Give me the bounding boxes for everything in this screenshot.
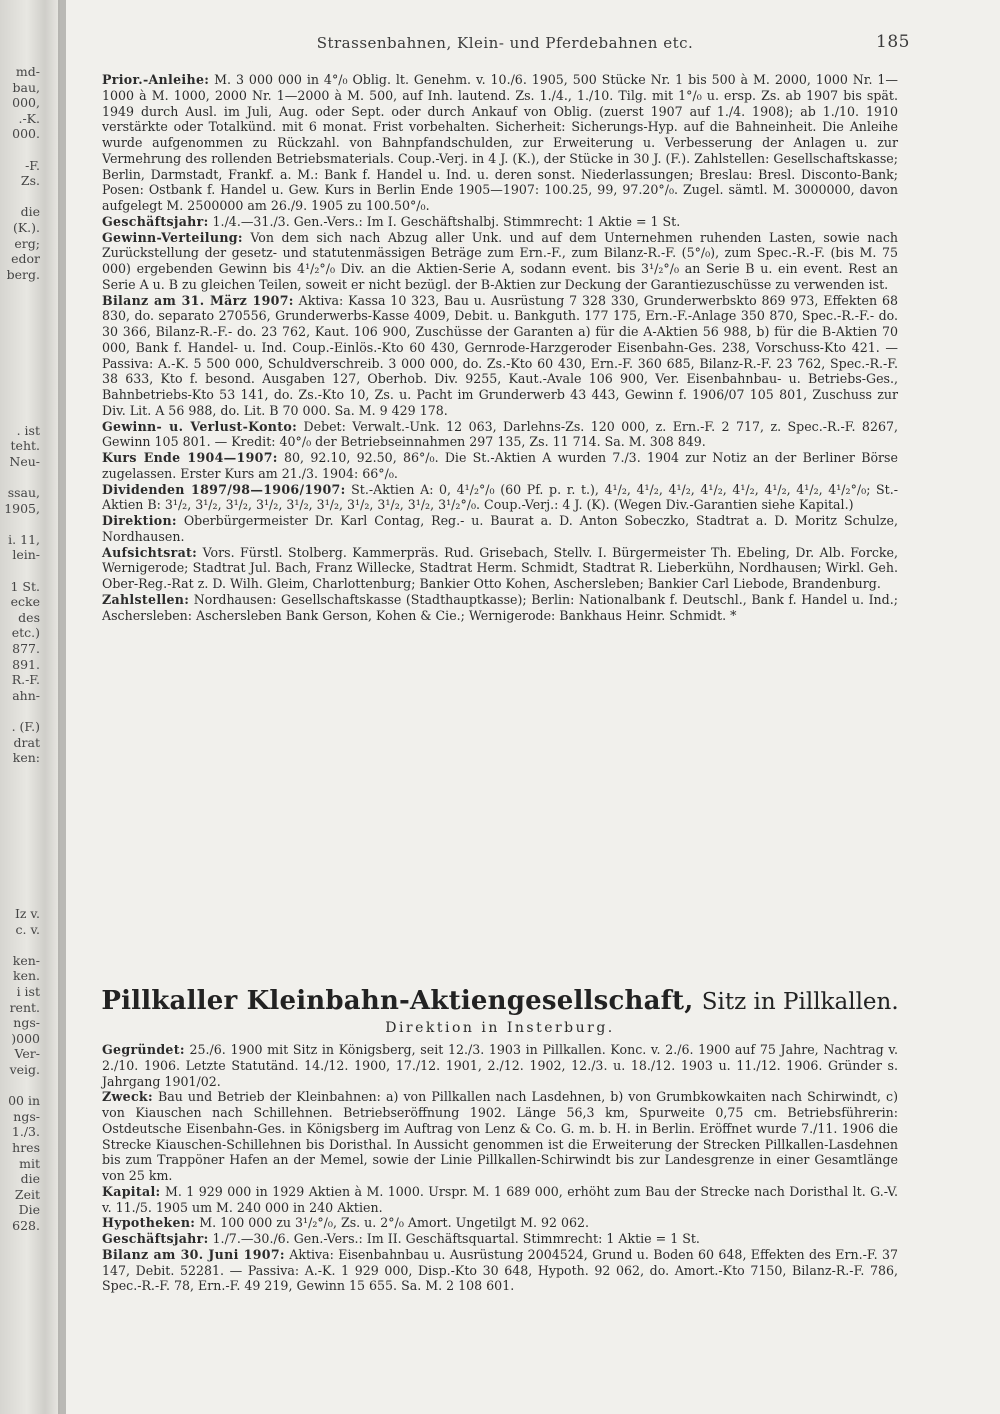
- entry-label: Zweck:: [102, 1089, 153, 1105]
- margin-fragment: [0, 329, 40, 345]
- margin-fragment: [0, 391, 40, 407]
- entry-label: Geschäftsjahr:: [102, 213, 209, 229]
- margin-fragment: [0, 298, 40, 314]
- entry-label: Geschäftsjahr:: [102, 1231, 209, 1246]
- margin-fragment: [0, 516, 40, 532]
- margin-fragment: R.-F.: [11, 672, 40, 688]
- margin-fragment: Zeit: [14, 1186, 40, 1202]
- margin-fragment: Ver-: [14, 1046, 40, 1062]
- margin-fragment: ngs-: [13, 1015, 40, 1031]
- entry-label: Dividenden 1897/98—1906/1907:: [102, 481, 346, 497]
- entry-text: 80, 92.10, 92.50, 86°/₀. Die St.-Aktien A wurden 7./3. 1904 zur Notiz an der Berliner Börse zugelassen. Erster Kurs am 21./3. 1904: 66°/₀.: [102, 450, 898, 481]
- entry-text: Oberbürgermeister Dr. Karl Contag, Reg.- u. Baurat a. D. Anton Sobeczko, Stadtrat a. D. Moritz Schulze, Nordhausen.: [102, 513, 898, 544]
- margin-fragment: [0, 937, 40, 953]
- entry-label: Hypotheken:: [102, 1215, 196, 1231]
- entry-label: Aufsichtsrat:: [102, 544, 198, 560]
- margin-fragment: [0, 859, 40, 875]
- margin-fragment: [0, 376, 40, 392]
- margin-fragment: [0, 1078, 40, 1094]
- section-pillkaller-kleinbahn: [102, 1042, 898, 1294]
- entry-text: M. 100 000 zu 3¹/₂°/₀, Zs. u. 2°/₀ Amort. Ungetilgt M. 92 062.: [199, 1215, 590, 1231]
- margin-fragment: bau,: [12, 79, 40, 95]
- entry-label: Prior.-Anleihe:: [102, 72, 210, 87]
- entry-label: Bilanz am 30. Juni 1907:: [102, 1246, 285, 1262]
- entry-text: St.-Aktien A: 0, 4¹/₂°/₀ (60 Pf. p. r. t.), 4¹/₂, 4¹/₂, 4¹/₂, 4¹/₂, 4¹/₂, 4¹/₂, 4¹/₂, 4¹/₂°/₀; St.-Aktien B: 3¹/₂, 3¹/₂, 3¹/₂, 3¹/₂, 3¹/₂, 3¹/₂, 3¹/₂, 3¹/₂, 3¹/₂, 3¹/₂°/₀. Coup.-Verj.: 4 J. (K). (Wegen Div.-Garantien siehe Kapital.): [102, 481, 898, 513]
- margin-fragment: . ist: [16, 422, 40, 438]
- margin-fragment: 000,: [12, 95, 40, 111]
- margin-fragment: i ist: [16, 984, 40, 1000]
- margin-fragment: [0, 360, 40, 376]
- company-seat: Sitz in Pillkallen.: [701, 989, 899, 1015]
- running-title: Strassenbahnen, Klein- und Pferdebahnen etc.: [316, 34, 694, 52]
- margin-fragment: Iz v.: [14, 906, 40, 922]
- margin-fragment: rent.: [9, 999, 40, 1015]
- entry-paragraph: [102, 450, 898, 482]
- entry-text: Vors. Fürstl. Stolberg. Kammerpräs. Rud. Grisebach, Stellv. I. Bürgermeister Th. Ebeling, Dr. Alb. Forcke, Wernigerode; Stadtrat Jul. Bach, Franz Willecke, Stadtrat Herm. Schmidt, Stadtrat R. Lieberkühn, Nordhausen; Wirkl. Geh. Ober-Reg.-Rat z. D. Wilh. Gleim, Charlottenburg; Bankier Otto Kohen, Aschersleben; Bankier Carl Liebode, Brandenburg.: [102, 544, 898, 591]
- margin-fragment: [0, 142, 40, 158]
- entry-text: Bau und Betrieb der Kleinbahnen: a) von Pillkallen nach Lasdehnen, b) von Grumbkowkaiten nach Schirwindt, c) von Kiauschen nach Schillehnen. Betriebseröffnung 1902. Länge 56,3 km, Spurweite 0,75 cm. Betriebsführerin: Ostdeutsche Eisenbahn-Ges. in Königsberg im Auftrag von Lenz & Co. G. m. b. H. in Berlin. Eröffnet wurde 7./11. 1906 die Strecke Kiauschen-Schillehnen bis Doristhal. In Aussicht genommen ist die Erweiterung der Strecken Pillkallen-Lasdehnen bis zum Trappöner Hafen an der Memel, sowie der Linie Pillkallen-Schirwindt bis zur Landesgrenze in einer Gesamtlänge von 25 km.: [102, 1089, 898, 1183]
- margin-fragment: 877.: [12, 640, 40, 656]
- entry-text: M. 3 000 000 in 4°/₀ Oblig. lt. Genehm. v. 10./6. 1905, 500 Stücke Nr. 1 bis 500 à M. 2000, 1000 Nr. 1—1000 à M. 1000, 2000 Nr. 1—2000 à M. 500, auf Inh. lautend. Zs. 1./4., 1./10. Tilg. mit 1°/₀ u. ersp. Zs. ab 1907 bis spät. 1949 durch Ausl. im Juli, Aug. oder Sept. oder durch Ankauf von Oblig. (zuerst 1907 auf 1./4. 1908); ab 1./10. 1910 verstärkte oder Totalkünd. mit 6 monat. Frist vorbehalten. Sicherheit: Sicherungs-Hyp. auf die Bahneinheit. Die Anleihe wurde aufgenommen zu Rückzahl. von Bahnpfandschulden, zur Erweiterung u. Verbesserung der Anlagen u. zur Vermehrung des rollenden Betriebsmaterials. Coup.-Verj. in 4 J. (K.), der Stücke in 30 J. (F.). Zahlstellen: Gesellschaftskasse; Berlin, Darmstadt, Frankf. a. M.: Bank f. Handel u. Ind. u. deren sonst. Niederlassungen; Breslau: Bresl. Disconto-Bank; Posen: Ostbank f. Handel u. Gew. Kurs in Berlin Ende 1905—1907: 100.25, 99, 97.20°/₀. Zugel. sämtl. M. 3000000, davon aufgelegt M. 2500000 am 26./9. 1905 zu 100.50°/₀.: [102, 72, 898, 213]
- margin-fragment: [0, 407, 40, 423]
- entry-paragraph: [102, 230, 898, 293]
- entry-paragraph: [102, 293, 898, 419]
- margin-fragment: -F.: [25, 157, 40, 173]
- entry-paragraph: [102, 592, 898, 624]
- margin-fragment: [0, 469, 40, 485]
- margin-fragment: teht.: [10, 438, 40, 454]
- margin-fragment: [0, 813, 40, 829]
- margin-fragment: ssau,: [7, 485, 40, 501]
- margin-fragment: drat: [13, 734, 40, 750]
- entry-text: Von dem sich nach Abzug aller Unk. und auf dem Unternehmen ruhenden Lasten, sowie nach Zurückstellung der gesetz- und statutenmässigen Beträge zum Ern.-F., zum Bilanz-R.-F. (5°/₀), zum Spec.-R.-F. (bis M. 75 000) ergebenden Gewinn bis 4¹/₂°/₀ Div. an die Aktien-Serie A, sodann event. bis 3¹/₂°/₀ an Serie B u. ein event. Rest an Serie A u. B zu gleichen Teilen, soweit er nicht bezügl. der B-Aktien zur Deckung der Garantiezuschüsse zu verwenden ist.: [102, 229, 898, 292]
- margin-fragment: [0, 828, 40, 844]
- entry-text: M. 1 929 000 in 1929 Aktien à M. 1000. Urspr. M. 1 689 000, erhöht zum Bau der Strecke nach Doristhal lt. G.-V. v. 11./5. 1905 um M. 240 000 in 240 Aktien.: [102, 1183, 898, 1215]
- margin-fragment: [0, 890, 40, 906]
- gutter-line: [58, 0, 66, 1414]
- margin-fragment: [0, 282, 40, 298]
- entry-paragraph: [102, 482, 898, 514]
- entry-label: Zahlstellen:: [102, 591, 190, 607]
- entry-paragraph: [102, 1089, 898, 1184]
- entry-label: Kapital:: [102, 1183, 161, 1199]
- margin-fragment: berg.: [6, 266, 40, 282]
- entry-text: Aktiva: Eisenbahnbau u. Ausrüstung 2004524, Grund u. Boden 60 648, Effekten des Ern.-F. 37 147, Debit. 52281. — Passiva: A.-K. 1 929 000, Disp.-Kto 30 648, Hypoth. 92 062, do. Amort.-Kto 7150, Bilanz-R.-F. 786, Spec.-R.-F. 78, Ern.-F. 49 219, Gewinn 15 655. Sa. M. 2 108 601.: [102, 1246, 898, 1294]
- margin-fragment: hres: [12, 1139, 40, 1155]
- margin-fragment: i. 11,: [8, 531, 40, 547]
- entry-label: Direktion:: [102, 513, 177, 528]
- margin-fragment: [0, 314, 40, 330]
- entry-paragraph: [102, 1231, 898, 1247]
- margin-fragment: Die: [18, 1202, 40, 1218]
- margin-fragment: 628.: [12, 1217, 40, 1233]
- margin-fragment: die: [20, 204, 40, 220]
- margin-fragment: [0, 797, 40, 813]
- margin-fragment: [0, 345, 40, 361]
- entry-paragraph: [102, 545, 898, 592]
- margin-fragment: 1 St.: [10, 578, 40, 594]
- margin-fragment: des: [18, 609, 40, 625]
- margin-fragment: erg;: [14, 235, 40, 251]
- entry-paragraph: [102, 1042, 898, 1089]
- margin-fragment: 00 in: [8, 1093, 40, 1109]
- margin-fragment: 1./3.: [11, 1124, 40, 1140]
- margin-fragment: edor: [11, 251, 40, 267]
- margin-fragment: md-: [15, 64, 40, 79]
- entry-text: Debet: Verwalt.-Unk. 12 063, Darlehns-Zs. 120 000, z. Ern.-F. 2 717, z. Spec.-R.-F. 8267, Gewinn 105 801. — Kredit: 40°/₀ der Betriebseinnahmen 297 135, Zs. 11 714. Sa. M. 308 849.: [102, 418, 898, 450]
- facing-page-margin-text: [0, 64, 40, 1234]
- margin-fragment: c. v.: [15, 921, 40, 937]
- company-heading: [100, 985, 900, 1018]
- margin-fragment: Zs.: [20, 173, 40, 189]
- margin-fragment: .-K.: [18, 110, 40, 126]
- entry-paragraph: [102, 1215, 898, 1231]
- entry-paragraph: [102, 1247, 898, 1294]
- company-direction-subtitle: Direktion in Insterburg.: [385, 1020, 615, 1036]
- margin-fragment: ken-: [12, 952, 40, 968]
- entry-text: Aktiva: Kassa 10 323, Bau u. Ausrüstung 7 328 330, Grunderwerbskto 869 973, Effekten 68 830, do. separato 270556, Grunderwerbs-Kasse 4009, Debit. u. Bankguth. 177 175, Ern.-F.-Anlage 350 870, Spec.-R.-F.- do. 30 366, Bilanz-R.-F.- do. 23 762, Kaut. 106 900, Zuschüsse der Garanten a) für die A-Aktien 56 988, b) für die B-Aktien 70 000, Bank f. Handel- u. Ind. Coup.-Einlös.-Kto 60 430, Gernrode-Harzgeroder Eisenbahn-Ges. 238, Vorschuss-Kto 421. — Passiva: A.-K. 5 500 000, Schuldverschreib. 3 000 000, do. Zs.-Kto 60 430, Ern.-F. 360 685, Bilanz-R.-F. 23 762, Spec.-R.-F. 38 633, Kto f. besond. Ausgaben 127, Oberhob. Div. 9255, Kaut.-Avale 106 900, Ver. Eisenbahnbau- u. Betriebs-Ges., Bahnbetriebs-Kto 53 141, do. Zs.-Kto 10, Zs. u. Pacht im Grunderwerb 43 443, Gewinn f. 1906/07 105 801, Zuschuss zur Div. Lit. A 56 988, do. Lit. B 70 000. Sa. M. 9 429 178.: [102, 292, 898, 418]
- entry-label: Gewinn- u. Verlust-Konto:: [102, 418, 298, 434]
- entry-paragraph: [102, 1184, 898, 1216]
- margin-fragment: [0, 781, 40, 797]
- margin-fragment: veig.: [9, 1062, 40, 1077]
- margin-fragment: ecke: [10, 594, 40, 610]
- page-number: 185: [876, 32, 910, 52]
- margin-fragment: ken:: [12, 750, 40, 766]
- margin-fragment: ngs-: [13, 1108, 40, 1124]
- margin-fragment: [0, 875, 40, 891]
- margin-fragment: [0, 844, 40, 860]
- margin-fragment: etc.): [11, 625, 40, 641]
- margin-fragment: mit: [19, 1155, 40, 1171]
- margin-fragment: lein-: [12, 547, 40, 563]
- margin-fragment: 1905,: [4, 500, 40, 516]
- entry-label: Bilanz am 31. März 1907:: [102, 292, 294, 308]
- margin-fragment: [0, 563, 40, 579]
- margin-fragment: [0, 766, 40, 782]
- margin-fragment: 891.: [12, 656, 40, 672]
- entry-text: 1./7.—30./6. Gen.-Vers.: Im II. Geschäftsquartal. Stimmrecht: 1 Aktie = 1 St.: [212, 1231, 700, 1246]
- margin-fragment: 000.: [12, 126, 40, 142]
- entry-label: Gewinn-Verteilung:: [102, 229, 243, 245]
- entry-label: Gegründet:: [102, 1042, 185, 1057]
- margin-fragment: ken.: [13, 968, 40, 984]
- margin-fragment: )000: [11, 1030, 40, 1046]
- page-header: [100, 34, 910, 58]
- entry-text: Nordhausen: Gesellschaftskasse (Stadthauptkasse); Berlin: Nationalbank f. Deutschl., Bank f. Handel u. Ind.; Aschersleben: Aschersleben Bank Gerson, Kohen & Cie.; Wernigerode: Bankhaus Heinr. Schmidt. *: [102, 591, 898, 623]
- margin-fragment: die: [20, 1171, 40, 1187]
- entry-paragraph: [102, 214, 898, 230]
- entry-paragraph: [102, 513, 898, 545]
- entry-text: 25./6. 1900 mit Sitz in Königsberg, seit 12./3. 1903 in Pillkallen. Konc. v. 2./6. 1900 auf 75 Jahre, Nachtrag v. 2./10. 1906. Letzte Statutänd. 14./12. 1900, 17./12. 1901, 2./12. 1902, 12./3. u. 18./12. 1903 u. 11./12. 1906. Gründer s. Jahrgang 1901/02.: [102, 1042, 898, 1089]
- entry-text: 1./4.—31./3. Gen.-Vers.: Im I. Geschäftshalbj. Stimmrecht: 1 Aktie = 1 St.: [212, 213, 681, 229]
- margin-fragment: [0, 189, 40, 205]
- margin-fragment: (K.).: [12, 219, 40, 235]
- margin-fragment: ahn-: [12, 687, 40, 703]
- margin-fragment: Neu-: [9, 453, 40, 469]
- entry-paragraph: [102, 72, 898, 214]
- margin-fragment: [0, 703, 40, 719]
- company-name: Pillkaller Kleinbahn-Aktiengesellschaft,: [101, 986, 694, 1016]
- entry-label: Kurs Ende 1904—1907:: [102, 450, 278, 465]
- margin-fragment: . (F.): [11, 718, 40, 734]
- entry-paragraph: [102, 419, 898, 451]
- section-previous-company: [102, 72, 898, 623]
